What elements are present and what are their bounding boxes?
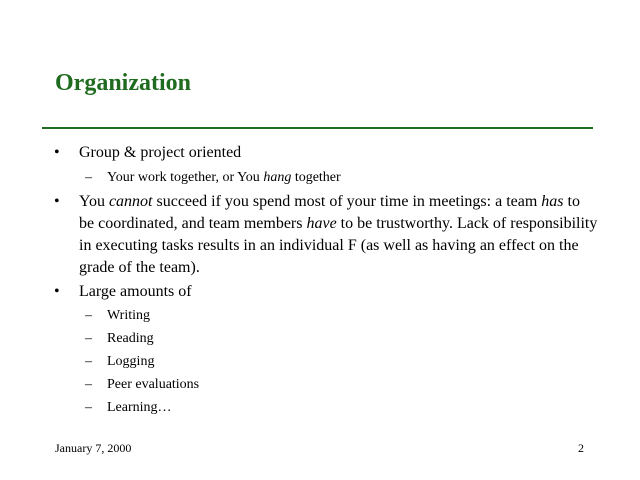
bullet-emphasis: cannot bbox=[108, 193, 153, 210]
sub-bullet-item bbox=[85, 330, 587, 348]
bullet-item bbox=[54, 191, 599, 279]
sub-bullet-item bbox=[85, 353, 587, 371]
bullet-icon: • bbox=[54, 144, 60, 161]
title-divider bbox=[42, 127, 593, 129]
sub-bullet-emphasis: hang bbox=[263, 170, 292, 185]
sub-bullet-item bbox=[85, 307, 587, 325]
dash-icon: – bbox=[85, 400, 92, 415]
dash-icon: – bbox=[85, 331, 92, 346]
sub-bullet-item bbox=[85, 376, 587, 394]
sub-bullet-text: Reading bbox=[107, 331, 154, 346]
bullet-icon: • bbox=[54, 193, 60, 210]
bullet-text-part: succeed if you spend most of your time in meetings: a team bbox=[152, 193, 542, 210]
bullet-icon: • bbox=[54, 283, 60, 300]
slide-title: Organization bbox=[55, 70, 191, 96]
bullet-text-part: to be trustworthy. Lack of responsibility in executing tasks results in an individual F (as well as having an effect on the grade of the team). bbox=[79, 215, 598, 276]
sub-bullet-text: Writing bbox=[107, 308, 150, 323]
footer-date: January 7, 2000 bbox=[55, 441, 132, 455]
bullet-item bbox=[54, 281, 599, 303]
page-number: 2 bbox=[578, 441, 584, 455]
sub-bullet-item bbox=[85, 169, 587, 187]
bullet-emphasis: have bbox=[306, 215, 337, 232]
sub-bullet-text-start: Your work together, or You bbox=[107, 170, 264, 185]
bullet-text-part: to be coordinated, and team members bbox=[79, 193, 580, 232]
dash-icon: – bbox=[85, 170, 92, 185]
dash-icon: – bbox=[85, 308, 92, 323]
sub-bullet-text: Peer evaluations bbox=[107, 377, 200, 392]
bullet-text: Group & project oriented bbox=[79, 144, 242, 161]
bullet-emphasis: has bbox=[541, 193, 564, 210]
dash-icon: – bbox=[85, 377, 92, 392]
sub-bullet-item bbox=[85, 399, 587, 417]
bullet-text-part: You bbox=[79, 193, 109, 210]
sub-bullet-text-end: together bbox=[291, 170, 341, 185]
dash-icon: – bbox=[85, 354, 92, 369]
sub-bullet-text: Learning… bbox=[107, 400, 172, 415]
sub-bullet-text: Logging bbox=[107, 354, 155, 369]
bullet-text: Large amounts of bbox=[79, 283, 192, 300]
bullet-item bbox=[54, 142, 599, 164]
